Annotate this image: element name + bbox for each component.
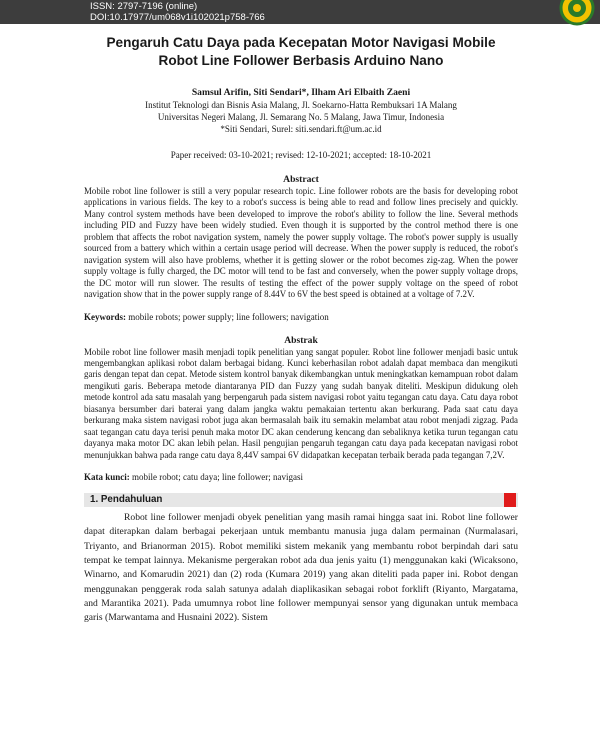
journal-identifiers	[90, 1, 265, 23]
journal-logo-icon	[559, 0, 595, 26]
corresponding-email: *Siti Sendari, Surel: siti.sendari.ft@um.ac.id	[220, 124, 382, 134]
kata-kunci-label: Kata kunci:	[84, 472, 130, 483]
section-1-title: 1. Pendahuluan	[90, 494, 163, 506]
kata-kunci-line	[84, 471, 518, 483]
paper-page	[84, 34, 518, 625]
kata-kunci-value: mobile robot; catu daya; line follower; navigasi	[132, 472, 303, 483]
section-1-header	[84, 493, 518, 507]
title-line-1: Pengaruh Catu Daya pada Kecepatan Motor Navigasi Mobile	[106, 35, 496, 50]
journal-header-bar	[0, 0, 600, 24]
issn-text: ISSN: 2797-7196 (online)	[90, 1, 198, 12]
keywords-label: Keywords:	[84, 311, 126, 322]
abstrak-text: Mobile robot line follower masih menjadi topik penelitian yang sangat populer. Robot line follower menjadi basic untuk mengembangkan aplikasi robot dalam berbagai bidang. Kunci keberhasilan robot adalah dapat membaca dan mengikuti garis dengan tepat dan cepat. Metode sistem kontrol banyak dikembangkan untuk meningkatkan kemampuan robot dalam mengikuti garis. Beberapa metode diantaranya PID dan Fuzzy yang sudah banyak diteliti. Meskipun didukung oleh metode kontrol ada satu masalah yang berpengaruh pada sistem navigasi robot yaitu tegangan catu daya. Catu daya robot biasanya bersumber dari baterai yang dalam jangka waktu pemakaian tertentu akan berkurang. Pada saat catu daya berkurang maka sistem navigasi robot juga akan bermasalah baik itu semakin melambat atau robot menjadi zigzag. Pada saat tegangan catu daya terisi penuh maka motor DC akan cenderung kencang dan sebaliknya ketika turun tegangan catu dayanya maka motor DC akan lebih pelan. Hasil pengujian pengaruh tegangan catu daya pada kecepatan navigasi robot menunjukkan bahwa pada range catu daya 8,44V sampai 6V didapatkan kecepatan terbaik berada pada tegangan 7,2V.	[84, 346, 518, 460]
author-list: Samsul Arifin, Siti Sendari*, Ilham Ari Elbaith Zaeni	[191, 87, 411, 98]
affiliation-2: Universitas Negeri Malang, Jl. Semarang No. 5 Malang, Jawa Timur, Indonesia	[157, 112, 445, 122]
section-1-body: Robot line follower menjadi obyek penelitian yang masih ramai hingga saat ini. Robot line follower dapat diterapkan dalam berbagai pekerjaan untuk membantu manusia juga dalam permainan (Nurmalasari, Triyanto, and Brianorman 2015). Robot memiliki sistem mekanik yang membantu robot berpindah dari satu tempat ke tempat lainnya. Mekanisme pergerakan robot ada dua jenis yaitu (1) menggunakan kaki (Wicaksono, Winarno, and Komarudin 2021) dan (2) roda (Kumara 2019) yang akan diteliti pada paper ini. Robot dengan menggunakan penggerak roda salah satunya adalah diaplikasikan sebagai robot forklift (Riyanto, Margatama, and Marantika 2021). Pada umumnya robot line follower mempunyai sensor yang digunakan untuk membaca garis (Marwantama and Husnaini 2022). Sistem	[84, 512, 518, 624]
paper-title	[84, 34, 518, 70]
affiliation-1: Institut Teknologi dan Bisnis Asia Malang, Jl. Soekarno-Hatta Rembuksari 1A Malang	[145, 100, 457, 110]
doi-link[interactable]: DOI:10.17977/um068v1i102021p758-766	[90, 12, 265, 23]
keywords-value: mobile robots; power supply; line followers; navigation	[128, 311, 329, 322]
title-line-2: Robot Line Follower Berbasis Arduino Nano	[158, 53, 444, 68]
keywords-line	[84, 311, 518, 323]
abstract-heading: Abstract	[283, 174, 319, 185]
abstrak-heading: Abstrak	[284, 334, 318, 346]
paper-dates: Paper received: 03-10-2021; revised: 12-10-2021; accepted: 18-10-2021	[170, 150, 432, 160]
abstract-text: Mobile robot line follower is still a very popular research topic. Line follower robots are the basis for developing robot applications in various fields. The key to a robot's success is being able to read and follow lines precisely and quickly. Many control system methods have been developed to improve the robot's ability to follow the line. Several methods including PID and Fuzzy have been widely studied. Even though it is supported by the control method there is one problem that affects the robot navigation system, namely the power supply voltage. The robot's power supply is usually sourced from a battery which within a certain usage period will decrease. When the power supply is reduced, the robot's navigation system will also have problems, whether it is getting slower or the robot becomes zig-zag. When the power supply voltage is fully charged, the DC motor will tend to be fast and conversely, when the power supply voltage drops, the DC motor will run slower. The results of testing the effect of the power supply voltage on the speed of robot navigation show that in the power supply range of 8.44V to 6V the best speed is obtained at a voltage of 7.2V.	[84, 186, 518, 300]
section-marker	[504, 493, 516, 507]
